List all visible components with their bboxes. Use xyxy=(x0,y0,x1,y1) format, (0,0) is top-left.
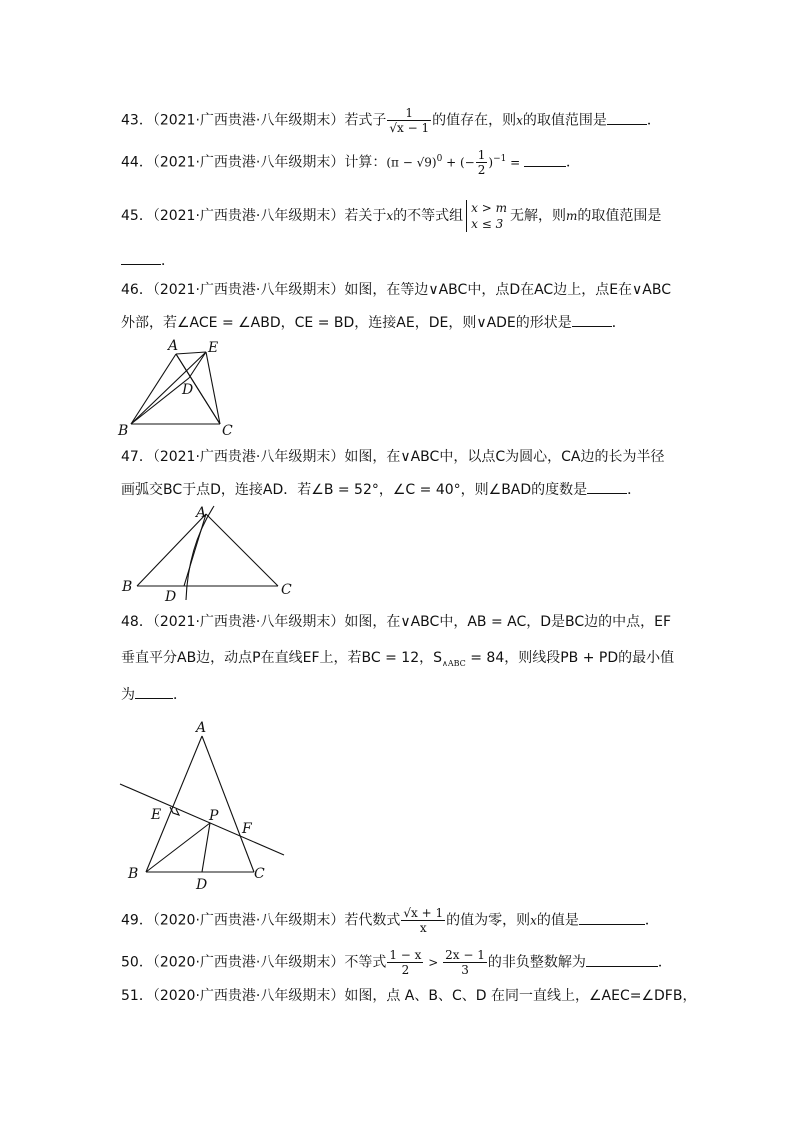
question-48-line3 xyxy=(121,684,187,705)
math-operator: = xyxy=(506,155,525,170)
figure-47 xyxy=(116,502,296,606)
label-B: B xyxy=(122,579,133,595)
question-end: ． xyxy=(644,912,659,929)
question-number: 45． xyxy=(121,208,153,224)
question-source: （2021·广西贵港·八年级期末） xyxy=(152,112,345,129)
question-text: 的值为零，则 xyxy=(446,912,531,929)
question-47 xyxy=(121,447,664,467)
answer-blank xyxy=(572,312,612,327)
inequality-system xyxy=(466,200,507,232)
fraction-denominator: 2 xyxy=(401,963,410,977)
question-text: = 84，则线段PB + PD的最小值 xyxy=(465,650,675,666)
label-A: A xyxy=(168,338,179,354)
question-text: 的非负整数解为 xyxy=(487,954,586,971)
answer-blank xyxy=(586,952,658,967)
fraction-numerator: √x + 1 xyxy=(403,906,444,920)
label-B: B xyxy=(118,423,129,438)
question-43 xyxy=(121,106,661,135)
question-end: ． xyxy=(173,687,187,703)
label-D: D xyxy=(196,877,208,892)
label-E: E xyxy=(151,807,162,823)
figure-48 xyxy=(116,712,292,892)
question-end: ． xyxy=(646,112,661,129)
question-number: 50． xyxy=(121,954,153,971)
label-F: F xyxy=(242,821,252,837)
question-48 xyxy=(121,612,671,632)
question-46 xyxy=(121,280,671,300)
answer-blank xyxy=(579,910,645,925)
fraction xyxy=(387,948,423,977)
math-variable: m xyxy=(565,209,578,223)
math-operator: + xyxy=(442,155,460,170)
question-text: 的取值范围是 xyxy=(577,208,662,224)
math-operator: > xyxy=(424,955,443,970)
question-text: 的值存在，则 xyxy=(432,112,517,129)
answer-blank xyxy=(121,250,161,265)
label-C: C xyxy=(281,582,292,598)
question-46-line2 xyxy=(121,312,626,333)
fraction xyxy=(387,106,431,135)
question-text: 垂直平分AB边，动点P在直线EF上，若BC = 12，S xyxy=(121,650,442,666)
answer-blank xyxy=(524,152,566,167)
question-source: （2020·广西贵港·八年级期末） xyxy=(152,988,345,1004)
subscript: ∧ABC xyxy=(442,658,466,668)
question-number: 49． xyxy=(121,912,153,929)
question-text: 若式子 xyxy=(344,112,387,129)
question-47-line2 xyxy=(121,479,641,500)
fraction xyxy=(443,948,487,977)
question-51 xyxy=(121,986,696,1006)
label-P: P xyxy=(209,808,219,824)
inequality-2: x ≤ 3 xyxy=(471,217,504,231)
exponent: −1 xyxy=(493,153,507,164)
question-text: 计算： xyxy=(344,154,387,171)
question-text: 不等式 xyxy=(344,954,387,971)
question-text: 的取值范围是 xyxy=(522,112,607,129)
question-number: 51． xyxy=(121,988,153,1004)
fraction-numerator: 1 xyxy=(477,148,486,162)
question-text: 画弧交BC于点D，连接AD．若∠B = 52°，∠C = 40°，则∠BAD的度数是 xyxy=(121,482,588,498)
question-number: 47． xyxy=(121,449,153,465)
question-text: 为 xyxy=(121,687,135,703)
question-text: 若代数式 xyxy=(344,912,401,929)
answer-blank xyxy=(135,684,173,699)
fraction-denominator: 3 xyxy=(461,963,469,977)
label-A: A xyxy=(196,720,207,736)
question-text: 如图，点 A、B、C、D 在同一直线上，∠AEC=∠DFB， xyxy=(344,988,697,1004)
fraction-numerator: 1 xyxy=(387,106,431,121)
answer-blank xyxy=(587,479,627,494)
question-text: 的值是 xyxy=(536,912,579,929)
question-end: ． xyxy=(161,253,175,269)
question-text: 无解，则 xyxy=(509,208,566,224)
fraction-numerator: 1 − x xyxy=(389,948,422,962)
math-variable: x xyxy=(386,209,394,223)
math-expression: (− xyxy=(460,155,475,170)
fraction-denominator: x xyxy=(419,921,427,935)
math-expression: (π − √9) xyxy=(386,155,437,170)
question-number: 48． xyxy=(121,614,153,630)
question-source: （2021·广西贵港·八年级期末） xyxy=(152,614,345,630)
question-48-line2 xyxy=(121,648,674,674)
question-text: 如图，在等边∨ABC中，点D在AC边上，点E在∨ABC xyxy=(344,282,672,298)
question-source: （2020·广西贵港·八年级期末） xyxy=(152,954,345,971)
question-text: 若关于 xyxy=(344,208,387,224)
question-text: 外部，若∠ACE = ∠ABD，CE = BD，连接AE，DE，则∨ADE的形状是 xyxy=(121,315,572,331)
figure-46 xyxy=(110,336,250,438)
label-D: D xyxy=(182,382,194,398)
fraction-denominator: √x − 1 xyxy=(389,121,430,135)
question-44 xyxy=(121,148,580,177)
math-variable: x xyxy=(530,913,537,928)
math-expression: ) xyxy=(488,155,494,170)
exponent: 0 xyxy=(436,153,443,164)
label-C: C xyxy=(254,866,265,882)
label-D: D xyxy=(165,589,177,605)
question-source: （2021·广西贵港·八年级期末） xyxy=(152,449,345,465)
math-variable: x xyxy=(516,113,523,128)
question-number: 46． xyxy=(121,282,153,298)
fraction-denominator: 2 xyxy=(477,163,486,177)
question-source: （2020·广西贵港·八年级期末） xyxy=(152,912,345,929)
question-source: （2021·广西贵港·八年级期末） xyxy=(152,154,345,171)
question-text: 的不等式组 xyxy=(393,208,464,224)
question-source: （2021·广西贵港·八年级期末） xyxy=(152,208,345,224)
answer-blank xyxy=(607,110,647,125)
question-end: ． xyxy=(566,154,581,171)
fraction-numerator: 2x − 1 xyxy=(445,948,485,962)
question-50 xyxy=(121,948,672,977)
question-45-answer-line xyxy=(121,250,175,271)
question-49 xyxy=(121,906,659,935)
question-text: 如图，在∨ABC中，AB = AC，D是BC边的中点，EF xyxy=(344,614,672,630)
label-B: B xyxy=(128,866,139,882)
question-number: 44． xyxy=(121,154,153,171)
label-C: C xyxy=(222,423,233,438)
question-text: 如图，在∨ABC中，以点C为圆心，CA边的长为半径 xyxy=(344,449,665,465)
question-45 xyxy=(121,200,661,232)
fraction xyxy=(401,906,445,935)
question-end: ． xyxy=(657,954,672,971)
question-end: ． xyxy=(627,482,642,498)
label-A: A xyxy=(196,505,207,521)
question-source: （2021·广西贵港·八年级期末） xyxy=(152,282,345,298)
fraction xyxy=(476,148,488,177)
inequality-1: x > m xyxy=(471,201,507,215)
question-end: ． xyxy=(611,315,626,331)
question-number: 43． xyxy=(121,112,153,129)
label-E: E xyxy=(208,340,219,356)
